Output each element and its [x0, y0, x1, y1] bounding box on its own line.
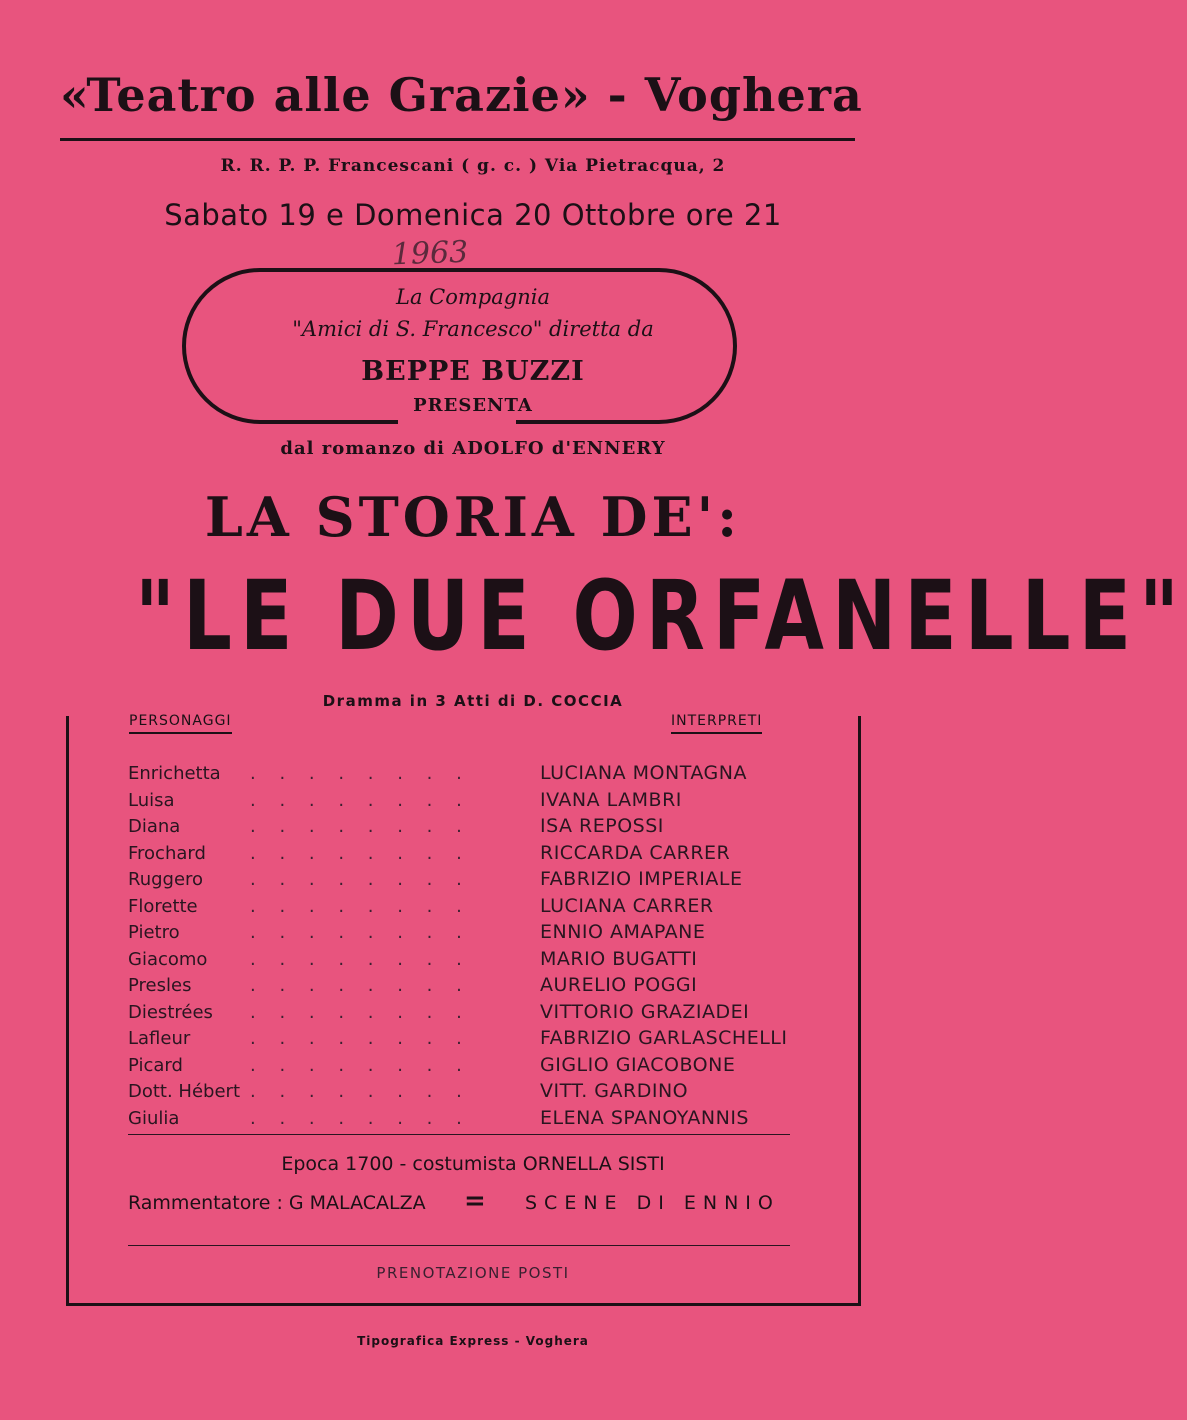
- leader-dots: . . . . . . . .: [250, 869, 471, 890]
- period-costumes: Epoca 1700 - costumista ORNELLA SISTI: [281, 1153, 665, 1175]
- role: Enrichetta: [128, 763, 221, 784]
- actor: LUCIANA MONTAGNA: [540, 762, 747, 784]
- cast-list: [128, 762, 798, 1133]
- actor: ENNIO AMAPANE: [540, 921, 706, 943]
- cast-row: [128, 1054, 798, 1081]
- cast-row: [128, 921, 798, 948]
- play-subtitle: Dramma in 3 Atti di D. COCCIA: [322, 692, 624, 710]
- leader-dots: . . . . . . . .: [250, 1054, 471, 1076]
- header-rule: [60, 138, 855, 141]
- printer-credit: Tipografica Express - Voghera: [357, 1334, 589, 1348]
- booking-notice: PRENOTAZIONE POSTI: [376, 1264, 570, 1282]
- scenery-credit: SCENE DI ENNIO: [525, 1192, 780, 1214]
- actor: AURELIO POGGI: [540, 974, 698, 996]
- leader-dots: . . . . . . . .: [250, 948, 471, 970]
- theatre-name: «Teatro alle Grazie» - Voghera: [60, 68, 863, 122]
- cast-row: [128, 789, 798, 816]
- cast-row: [128, 1001, 798, 1028]
- booking-rule: [128, 1245, 790, 1246]
- leader-dots: . . . . . . . .: [250, 1001, 471, 1023]
- play-title-line1: LA STORIA DE':: [204, 485, 742, 549]
- cast-row: [128, 1027, 798, 1054]
- characters-header: PERSONAGGI: [129, 713, 232, 734]
- actor: GIGLIO GIACOBONE: [540, 1053, 736, 1076]
- leader-dots: . . . . . . . .: [250, 842, 471, 864]
- role: Picard: [128, 1054, 183, 1076]
- role: Ruggero: [128, 869, 204, 890]
- cast-row: [128, 868, 798, 895]
- presents-label: PRESENTA: [413, 395, 533, 416]
- role: Presles: [128, 975, 192, 996]
- cast-row: [128, 974, 798, 1001]
- actor: FABRIZIO GARLASCHELLI: [540, 1027, 788, 1049]
- company-label: La Compagnia: [396, 285, 550, 309]
- actor: IVANA LAMBRI: [540, 788, 682, 811]
- cast-row: [128, 895, 798, 922]
- performance-dates: Sabato 19 e Domenica 20 Ottobre ore 21: [164, 198, 782, 232]
- leader-dots: . . . . . . . .: [250, 1081, 471, 1102]
- leader-dots: . . . . . . . .: [250, 789, 471, 811]
- cast-row: [128, 948, 798, 975]
- performers-header: INTERPRETI: [671, 713, 762, 734]
- actor: ISA REPOSSI: [540, 815, 664, 837]
- actor: FABRIZIO IMPERIALE: [540, 868, 743, 890]
- role: Lafleur: [128, 1028, 191, 1049]
- source-novel: dal romanzo di ADOLFO d'ENNERY: [280, 438, 666, 459]
- cast-row: [128, 762, 798, 789]
- role: Dott. Hébert: [128, 1081, 240, 1102]
- actor: MARIO BUGATTI: [540, 947, 698, 970]
- actor: VITTORIO GRAZIADEI: [540, 1000, 750, 1023]
- separator-mark: =: [464, 1186, 486, 1216]
- leader-dots: . . . . . . . .: [250, 816, 471, 837]
- prompter-credit: Rammentatore : G MALACALZA: [128, 1192, 426, 1214]
- role: Pietro: [128, 922, 180, 943]
- actor: ELENA SPANOYANNIS: [540, 1106, 749, 1129]
- theatre-address: R. R. P. P. Francescani ( g. c. ) Via Pietracqua, 2: [220, 156, 726, 176]
- leader-dots: . . . . . . . .: [250, 1107, 471, 1129]
- play-title-line2: "LE DUE ORFANELLE": [135, 560, 1187, 672]
- handwritten-year: 1963: [391, 234, 469, 273]
- role: Luisa: [128, 789, 175, 811]
- cast-row: [128, 1107, 798, 1134]
- leader-dots: . . . . . . . .: [250, 975, 471, 996]
- cast-row: [128, 815, 798, 842]
- leader-dots: . . . . . . . .: [250, 1028, 471, 1049]
- leader-dots: . . . . . . . .: [250, 922, 471, 943]
- role: Florette: [128, 895, 198, 917]
- actor: VITT. GARDINO: [540, 1080, 689, 1102]
- role: Giacomo: [128, 948, 208, 970]
- leader-dots: . . . . . . . .: [250, 763, 471, 784]
- company-name: "Amici di S. Francesco" diretta da: [292, 317, 654, 341]
- cast-rule: [128, 1134, 790, 1135]
- cast-row: [128, 1080, 798, 1107]
- role: Frochard: [128, 842, 206, 864]
- role: Diana: [128, 816, 181, 837]
- actor: RICCARDA CARRER: [540, 841, 731, 864]
- director-name: BEPPE BUZZI: [361, 356, 585, 387]
- cast-row: [128, 842, 798, 869]
- actor: LUCIANA CARRER: [540, 894, 714, 917]
- frame-gap: [398, 414, 516, 428]
- leader-dots: . . . . . . . .: [250, 895, 471, 917]
- role: Giulia: [128, 1107, 180, 1129]
- role: Diestrées: [128, 1001, 213, 1023]
